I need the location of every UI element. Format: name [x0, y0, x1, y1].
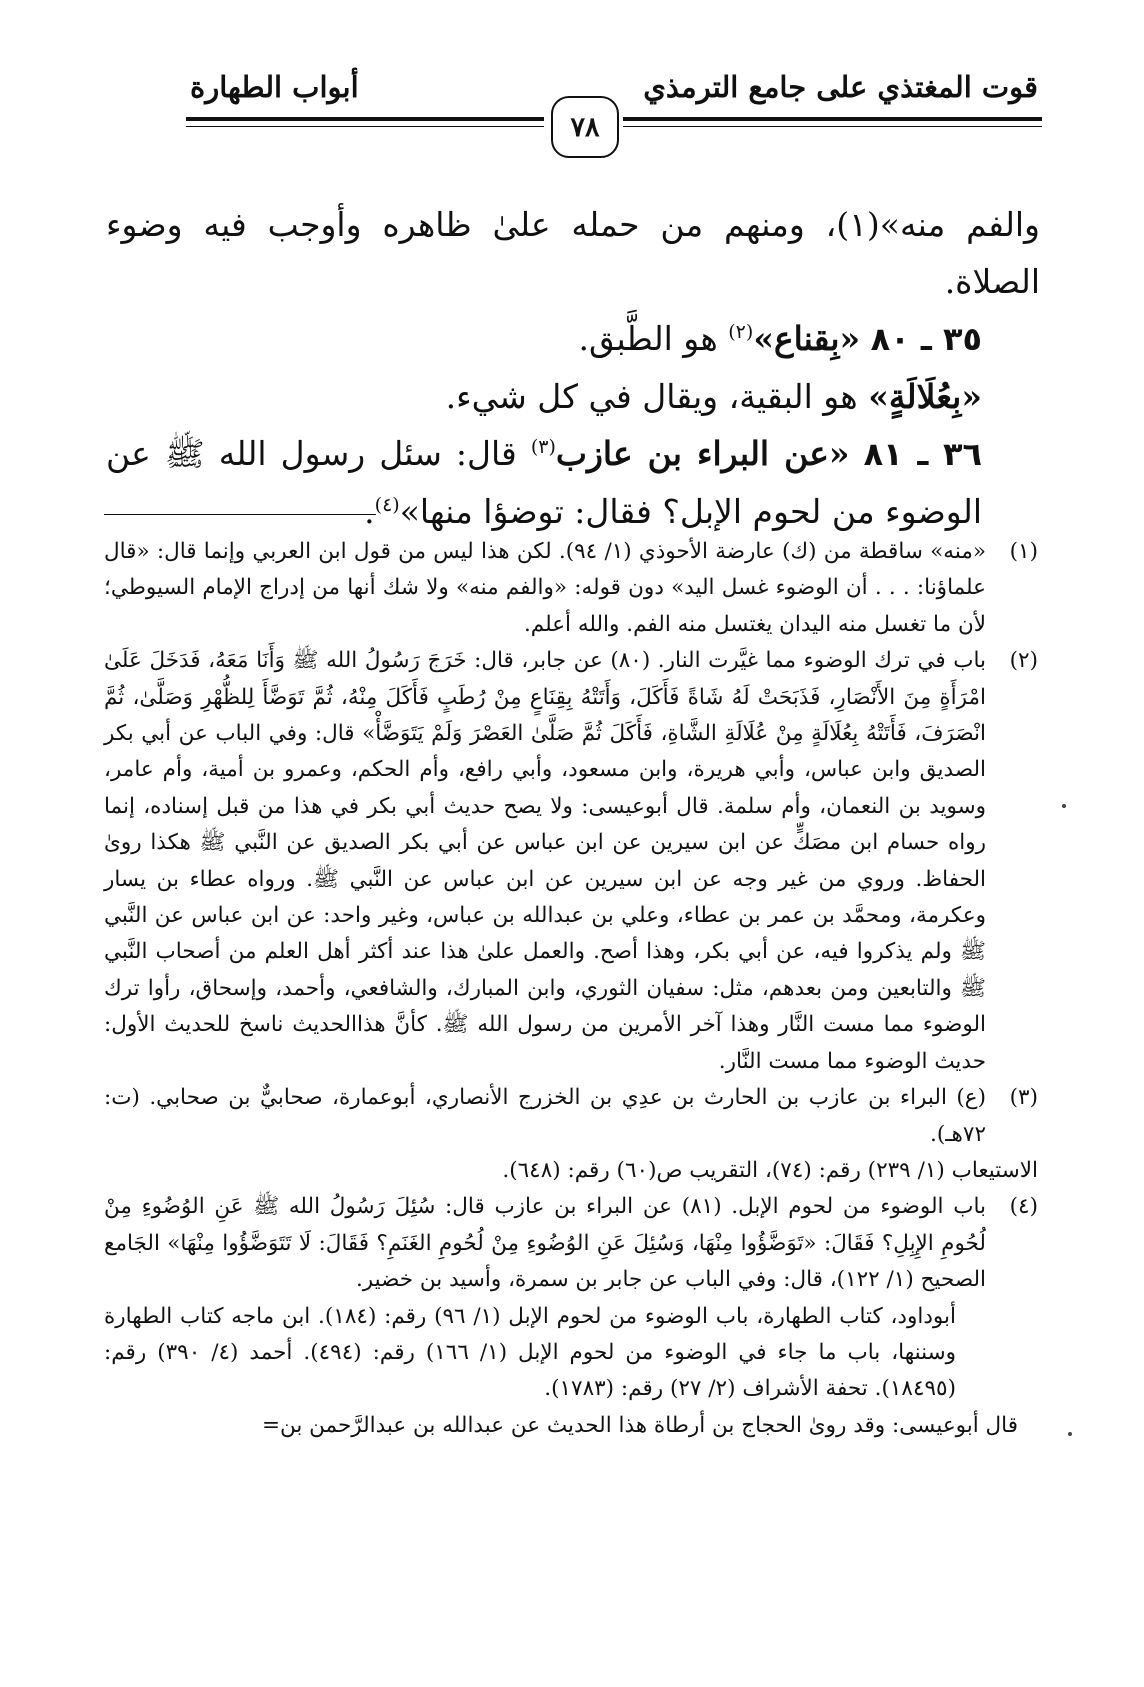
alala-term: «بِعُلَالَةٍ»	[868, 377, 982, 416]
footnote-body	[104, 534, 986, 643]
hadith-81-text: قال: سئل رسول الله ﷺ عن الوضوء من لحوم الإبل؟ فقال: توضؤا منها»	[106, 434, 982, 531]
header-rule-left-thick	[186, 117, 544, 121]
alala-gloss	[106, 368, 1040, 425]
hadith-81	[106, 425, 1040, 540]
footnote-separator	[104, 514, 376, 515]
footnote-text: (ع) البراء بن عازب بن الحارث بن عدِي بن الخزرج الأنصاري، أبوعمارة، صحابيٌّ بن صحابي. (ت: ٧٢هـ).	[104, 1085, 986, 1147]
footnote-marker: (٣)	[1009, 1085, 1038, 1111]
footnote-body	[104, 1080, 1038, 1189]
footnote-reference: الاستيعاب (١/ ٢٣٩) رقم: (٧٤)، التقريب ص(٦٠) رقم: (٦٤٨).	[502, 1157, 1038, 1183]
footnote-marker: (١)	[1009, 539, 1038, 564]
footnote-text: «منه» ساقطة من (ك) عارضة الأحوذي (١/ ٩٤). لكن هذا ليس من قول ابن العربي وإنما قال: «قال علماؤنا: . . . أن الوضوء غسل اليد» دون قوله: «والفم منه» ولا شك أنها من إدراج الإمام السيوطي؛ لأن ما تغسل منه اليدان يغتسل منه الفم. والله أعلم.	[104, 539, 986, 637]
hadith-80-gloss: هو الطَّبق.	[578, 319, 729, 358]
footnote-text: باب الوضوء من لحوم الإبل. (٨١) عن البراء بن عازب قال: سُئِلَ رَسُولُ الله ﷺ عَنِ الوُضُوءِ مِنْ لُحُومِ الإِبِلِ؟ فَقَالَ: «تَوَضَّؤُوا مِنْهَا، وَسُئِلَ عَنِ الوُضُوءِ مِنْ لُحُومِ الغَنَمِ؟ فَقَالَ: لَا تَتَوَضَّؤُوا مِنْهَا» الجَامع الصحيح (١/ ١٢٢)، قال: وفي الباب عن جابر بن سمرة، وأسيد بن خضير.	[104, 1194, 986, 1293]
main-text	[106, 196, 1040, 540]
footnote-body	[104, 643, 986, 1080]
footnote-continuation: قال أبوعيسى: وقد روىٰ الحجاج بن أرطاة هذا الحديث عن عبدالله بن عبدالرَّحمن بن=	[261, 1412, 1018, 1438]
footnote-marker: (٢)	[1009, 648, 1038, 674]
header-rule-right-thin	[623, 126, 1042, 127]
footnote-4	[104, 1189, 1038, 1407]
hadith-80-term: «بِقناع»	[753, 319, 861, 358]
book-title: قوت المغتذي على جامع الترمذي	[643, 70, 1038, 104]
footnote-text: باب في ترك الوضوء مما غيَّرت النار. (٨٠) عن جابر، قال: خَرَجَ رَسُولُ الله ﷺ وَأَنَا مَعَهُ، فَدَخَلَ عَلَىٰ امْرَأَةٍ مِنَ الأَنْصَارِ، فَذَبَحَتْ لَهُ شَاةً فَأَكَلَ، وَأَتَتْهُ بِقِنَاعٍ مِنْ رُطَبٍ فَأَكَلَ مِنْهُ، ثُمَّ تَوَضَّأَ لِلظُّهْرِ وَصَلَّىٰ، ثُمَّ انْصَرَفَ، فَأَتَتْهُ بِعُلَالَةٍ مِنْ عُلَالَةِ الشَّاةِ، فَأَكَلَ ثُمَّ صَلَّىٰ العَصْرَ وَلَمْ يَتَوَضَّأْ» قال: وفي الباب عن أبي بكر الصديق وابن عباس، وأبي هريرة، وابن مسعود، وأبي رافع، وأم الحكم، وعمرو بن أمية، وأم عامر، وسويد بن النعمان، وأم سلمة. قال أبوعيسى: ولا يصح حديث أبي بكر في هذا من قبل إسناده، إنما رواه حسام ابن مصَكٍّ عن ابن سيرين عن ابن عباس عن أبي بكر الصديق عن النَّبي ﷺ هكذا روىٰ الحفاظ. وروي من غير وجه عن ابن سيرين عن ابن عباس عن النَّبي ﷺ. ورواه عطاء بن يسار وعكرمة، ومحمَّد بن عمر بن عطاء، وعلي بن عبدالله بن عباس، وغير واحد: عن ابن عباس عن النَّبي ﷺ ولم يذكروا فيه، عن أبي بكر، وهذا أصح. والعمل علىٰ هذا عند أكثر أهل العلم من أصحاب النَّبي ﷺ والتابعين ومن بعدهم، مثل: سفيان الثوري، وابن المبارك، والشافعي، وأحمد، وإسحاق، رأوا ترك الوضوء مما مست النَّار وهذا آخر الأمرين من رسول الله ﷺ. كأنَّ هذاالحديث ناسخ للحديث الأول: حديث الوضوء مما مست النَّار.	[104, 648, 986, 1074]
page-number: ٧٨	[551, 96, 619, 158]
alala-definition: هو البقية، ويقال في كل شيء.	[445, 377, 869, 416]
hadith-80-number: ٣٥ ـ ٨٠	[870, 320, 982, 358]
footnote-reference: أبوداود، كتاب الطهارة، باب الوضوء من لحوم الإبل (١/ ٩٦) رقم: (١٨٤). ابن ماجه كتاب الطهارة وسننها، باب ما جاء في الوضوء من لحوم الإبل (١/ ١٦٦) رقم: (٤٩٤). أحمد (٤/ ٣٩٠) رقم: (١٨٤٩٥). تحفة الأشراف (٢/ ٢٧) رقم: (١٧٨٣).	[104, 1303, 957, 1402]
footnotes	[104, 534, 1038, 1444]
hadith-81-narrator: «عن البراء بن عازب	[555, 434, 850, 473]
footnote-ref-4: (٤)	[374, 494, 400, 516]
header-rule-right-thick	[623, 117, 1042, 121]
footnote-body	[104, 1189, 986, 1407]
footnote-ref-2: (٢)	[728, 321, 754, 343]
hadith-81-end: .	[364, 492, 375, 531]
main-line-continuation: والفم منه»(١)، ومنهم من حمله علىٰ ظاهره وأوجب فيه وضوء الصلاة.	[106, 205, 1040, 301]
footnote-marker: (٤)	[1009, 1194, 1038, 1220]
margin-mark	[1068, 1432, 1072, 1436]
hadith-80	[106, 310, 1040, 368]
chapter-title: أبواب الطهارة	[190, 70, 359, 104]
margin-mark	[1062, 804, 1066, 808]
footnote-1	[104, 534, 1038, 643]
footnote-ref-3: (٣)	[530, 436, 556, 458]
footnote-3	[104, 1080, 1038, 1189]
hadith-81-number: ٣٦ ـ ٨١	[863, 435, 982, 473]
header-rule-left-thin	[186, 126, 544, 127]
footnote-2	[104, 643, 1038, 1080]
